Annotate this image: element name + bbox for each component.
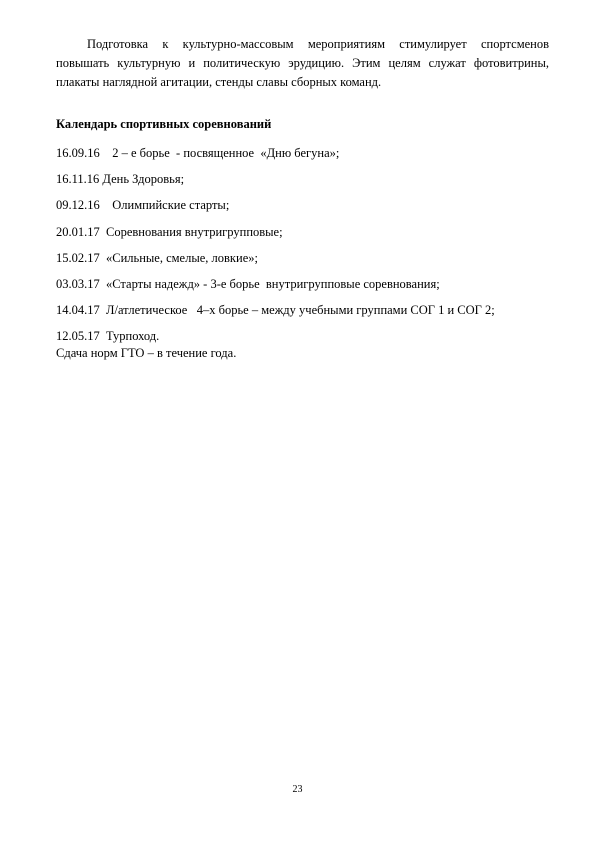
- event-text: «Старты надежд» - 3-е борье внутригрупповые соревнования;: [102, 276, 440, 291]
- event-text: Л/атлетическое 4–х борье – между учебными группами СОГ 1 и СОГ 2;: [102, 303, 495, 318]
- calendar-heading: Календарь спортивных соревнований: [56, 117, 272, 131]
- intro-paragraph: Подготовка к культурно-массовым мероприятиям стимулирует спортсменов повышать культурную и политическую эрудицию. Этим целям служат фотовитрины, плакаты наглядной агитации, стенды славы сборных команд.: [56, 37, 549, 89]
- event-date: 03.03.17: [56, 276, 100, 291]
- event-text: «Сильные, смелые, ловкие»;: [102, 250, 258, 265]
- event-item: [56, 172, 556, 198]
- event-text: 2 – е борье - посвященное «Дню бегуна»;: [102, 146, 340, 160]
- event-date: 09.12.16: [56, 198, 100, 213]
- event-item: [56, 146, 556, 172]
- event-item: [56, 303, 556, 329]
- event-text: День Здоровья;: [102, 172, 185, 187]
- event-text: Соревнования внутригрупповые;: [102, 224, 283, 239]
- event-date: 16.09.16: [56, 146, 100, 160]
- event-text: Турпоход.: [102, 329, 160, 344]
- event-item: [56, 251, 556, 277]
- event-item: [56, 277, 556, 303]
- events-list: [56, 146, 556, 356]
- event-item: [56, 198, 556, 224]
- event-date: 12.05.17: [56, 329, 100, 344]
- gto-note: Сдача норм ГТО – в течение года.: [56, 346, 237, 360]
- event-date: 15.02.17: [56, 250, 100, 265]
- page-number: 23: [292, 784, 303, 795]
- event-item: [56, 225, 556, 251]
- event-text: Олимпийские старты;: [102, 198, 230, 213]
- event-date: 14.04.17: [56, 303, 100, 318]
- event-date: 20.01.17: [56, 224, 100, 239]
- event-date: 16.11.16: [56, 172, 100, 187]
